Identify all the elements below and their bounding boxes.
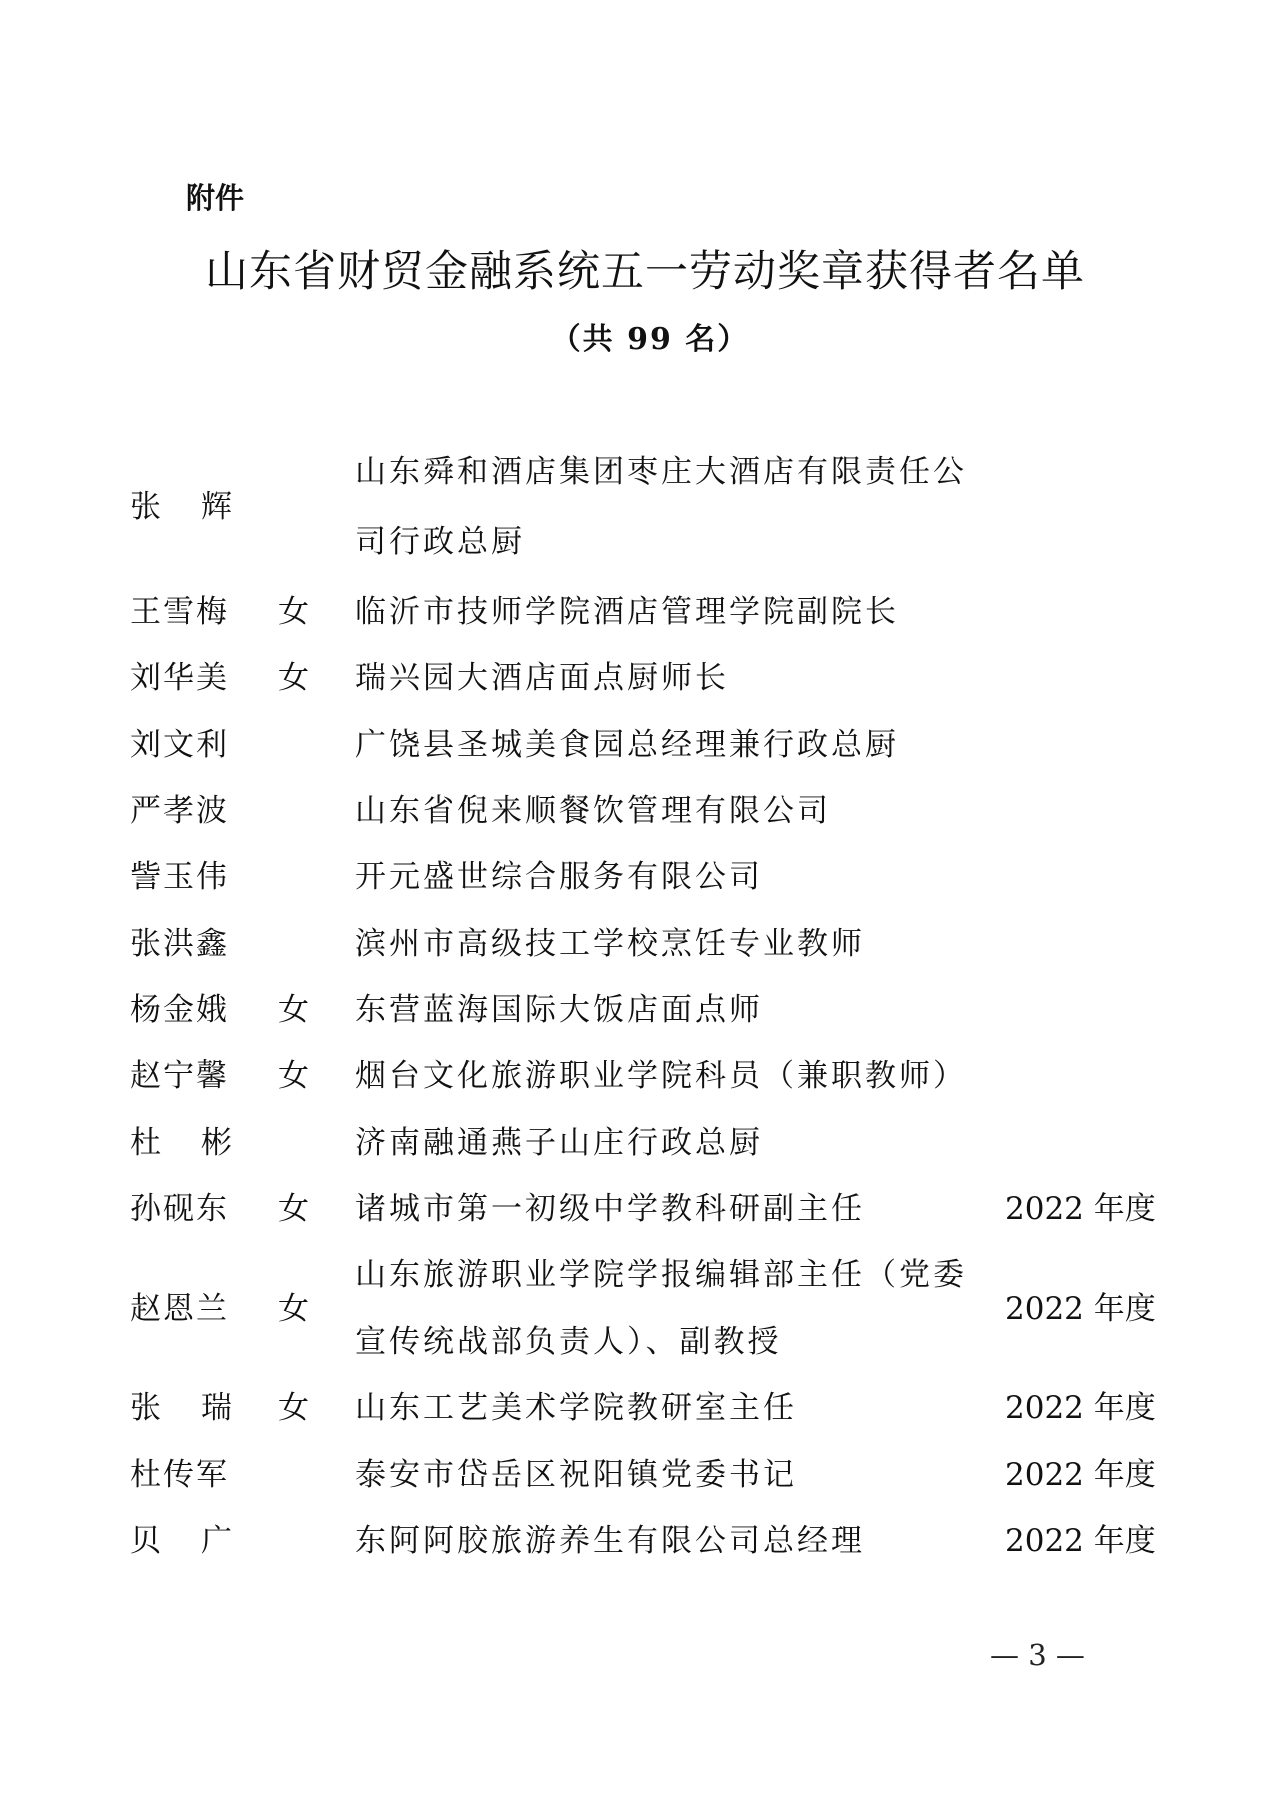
document-title: 山东省财贸金融系统五一劳动奖章获得者名单 <box>205 247 1085 297</box>
awardee-name: 贝广 <box>130 1523 272 1559</box>
awardee-unit-line: 开元盛世综合服务有限公司 <box>355 859 763 895</box>
awardee-name: 张洪鑫 <box>130 926 229 962</box>
award-year: 2022 年度 <box>1005 1457 1156 1493</box>
awardee-unit-line: 东阿阿胶旅游养生有限公司总经理 <box>355 1523 865 1559</box>
awardee-unit-line: 济南融通燕子山庄行政总厨 <box>355 1125 763 1161</box>
attachment-label: 附件 <box>186 181 245 215</box>
awardee-unit-line: 宣传统战部负责人）、副教授 <box>355 1324 782 1360</box>
awardee-unit-line: 山东旅游职业学院学报编辑部主任（党委 <box>355 1257 967 1293</box>
awardee-name: 王雪梅 <box>130 594 229 630</box>
awardee-unit-line: 诸城市第一初级中学教科研副主任 <box>355 1191 865 1227</box>
awardee-unit-line: 泰安市岱岳区祝阳镇党委书记 <box>355 1457 797 1493</box>
awardee-name: 杨金娥 <box>130 992 229 1028</box>
awardee-unit-line: 滨州市高级技工学校烹饪专业教师 <box>355 926 865 962</box>
awardee-unit-line: 司行政总厨 <box>355 524 525 560</box>
awardee-name: 张辉 <box>130 489 272 525</box>
awardee-unit-line: 临沂市技师学院酒店管理学院副院长 <box>355 594 899 630</box>
awardee-name: 赵恩兰 <box>130 1290 229 1327</box>
awardee-gender: 女 <box>278 1390 309 1426</box>
awardee-gender: 女 <box>278 992 309 1028</box>
awardee-unit-line: 东营蓝海国际大饭店面点师 <box>355 992 763 1028</box>
awardee-gender: 女 <box>278 594 309 630</box>
awardee-name: 赵宁馨 <box>130 1058 229 1094</box>
awardee-name: 严孝波 <box>130 793 229 829</box>
awardee-name: 孙砚东 <box>130 1191 229 1227</box>
award-year: 2022 年度 <box>1005 1191 1156 1227</box>
page-number: — 3 — <box>990 1638 1085 1672</box>
awardee-gender: 女 <box>278 1290 309 1327</box>
award-year: 2022 年度 <box>1005 1290 1156 1327</box>
awardee-name: 刘华美 <box>130 660 229 696</box>
award-year: 2022 年度 <box>1005 1523 1156 1559</box>
awardee-unit-line: 烟台文化旅游职业学院科员（兼职教师） <box>355 1058 967 1094</box>
awardee-name: 訾玉伟 <box>130 859 229 895</box>
awardee-gender: 女 <box>278 660 309 696</box>
award-year: 2022 年度 <box>1005 1390 1156 1426</box>
awardee-unit-line: 山东省倪来顺餐饮管理有限公司 <box>355 793 831 829</box>
awardee-unit-line: 瑞兴园大酒店面点厨师长 <box>355 660 729 696</box>
awardee-name: 杜传军 <box>130 1457 229 1493</box>
awardee-unit-line: 广饶县圣城美食园总经理兼行政总厨 <box>355 727 899 763</box>
awardee-gender: 女 <box>278 1191 309 1227</box>
awardee-name: 张瑞 <box>130 1390 272 1426</box>
awardee-gender: 女 <box>278 1058 309 1094</box>
awardee-unit-line: 山东舜和酒店集团枣庄大酒店有限责任公 <box>355 454 967 490</box>
awardee-unit-line: 山东工艺美术学院教研室主任 <box>355 1390 797 1426</box>
awardee-name: 杜彬 <box>130 1125 272 1161</box>
awardee-name: 刘文利 <box>130 727 229 763</box>
total-count: （共 99 名） <box>550 322 750 357</box>
